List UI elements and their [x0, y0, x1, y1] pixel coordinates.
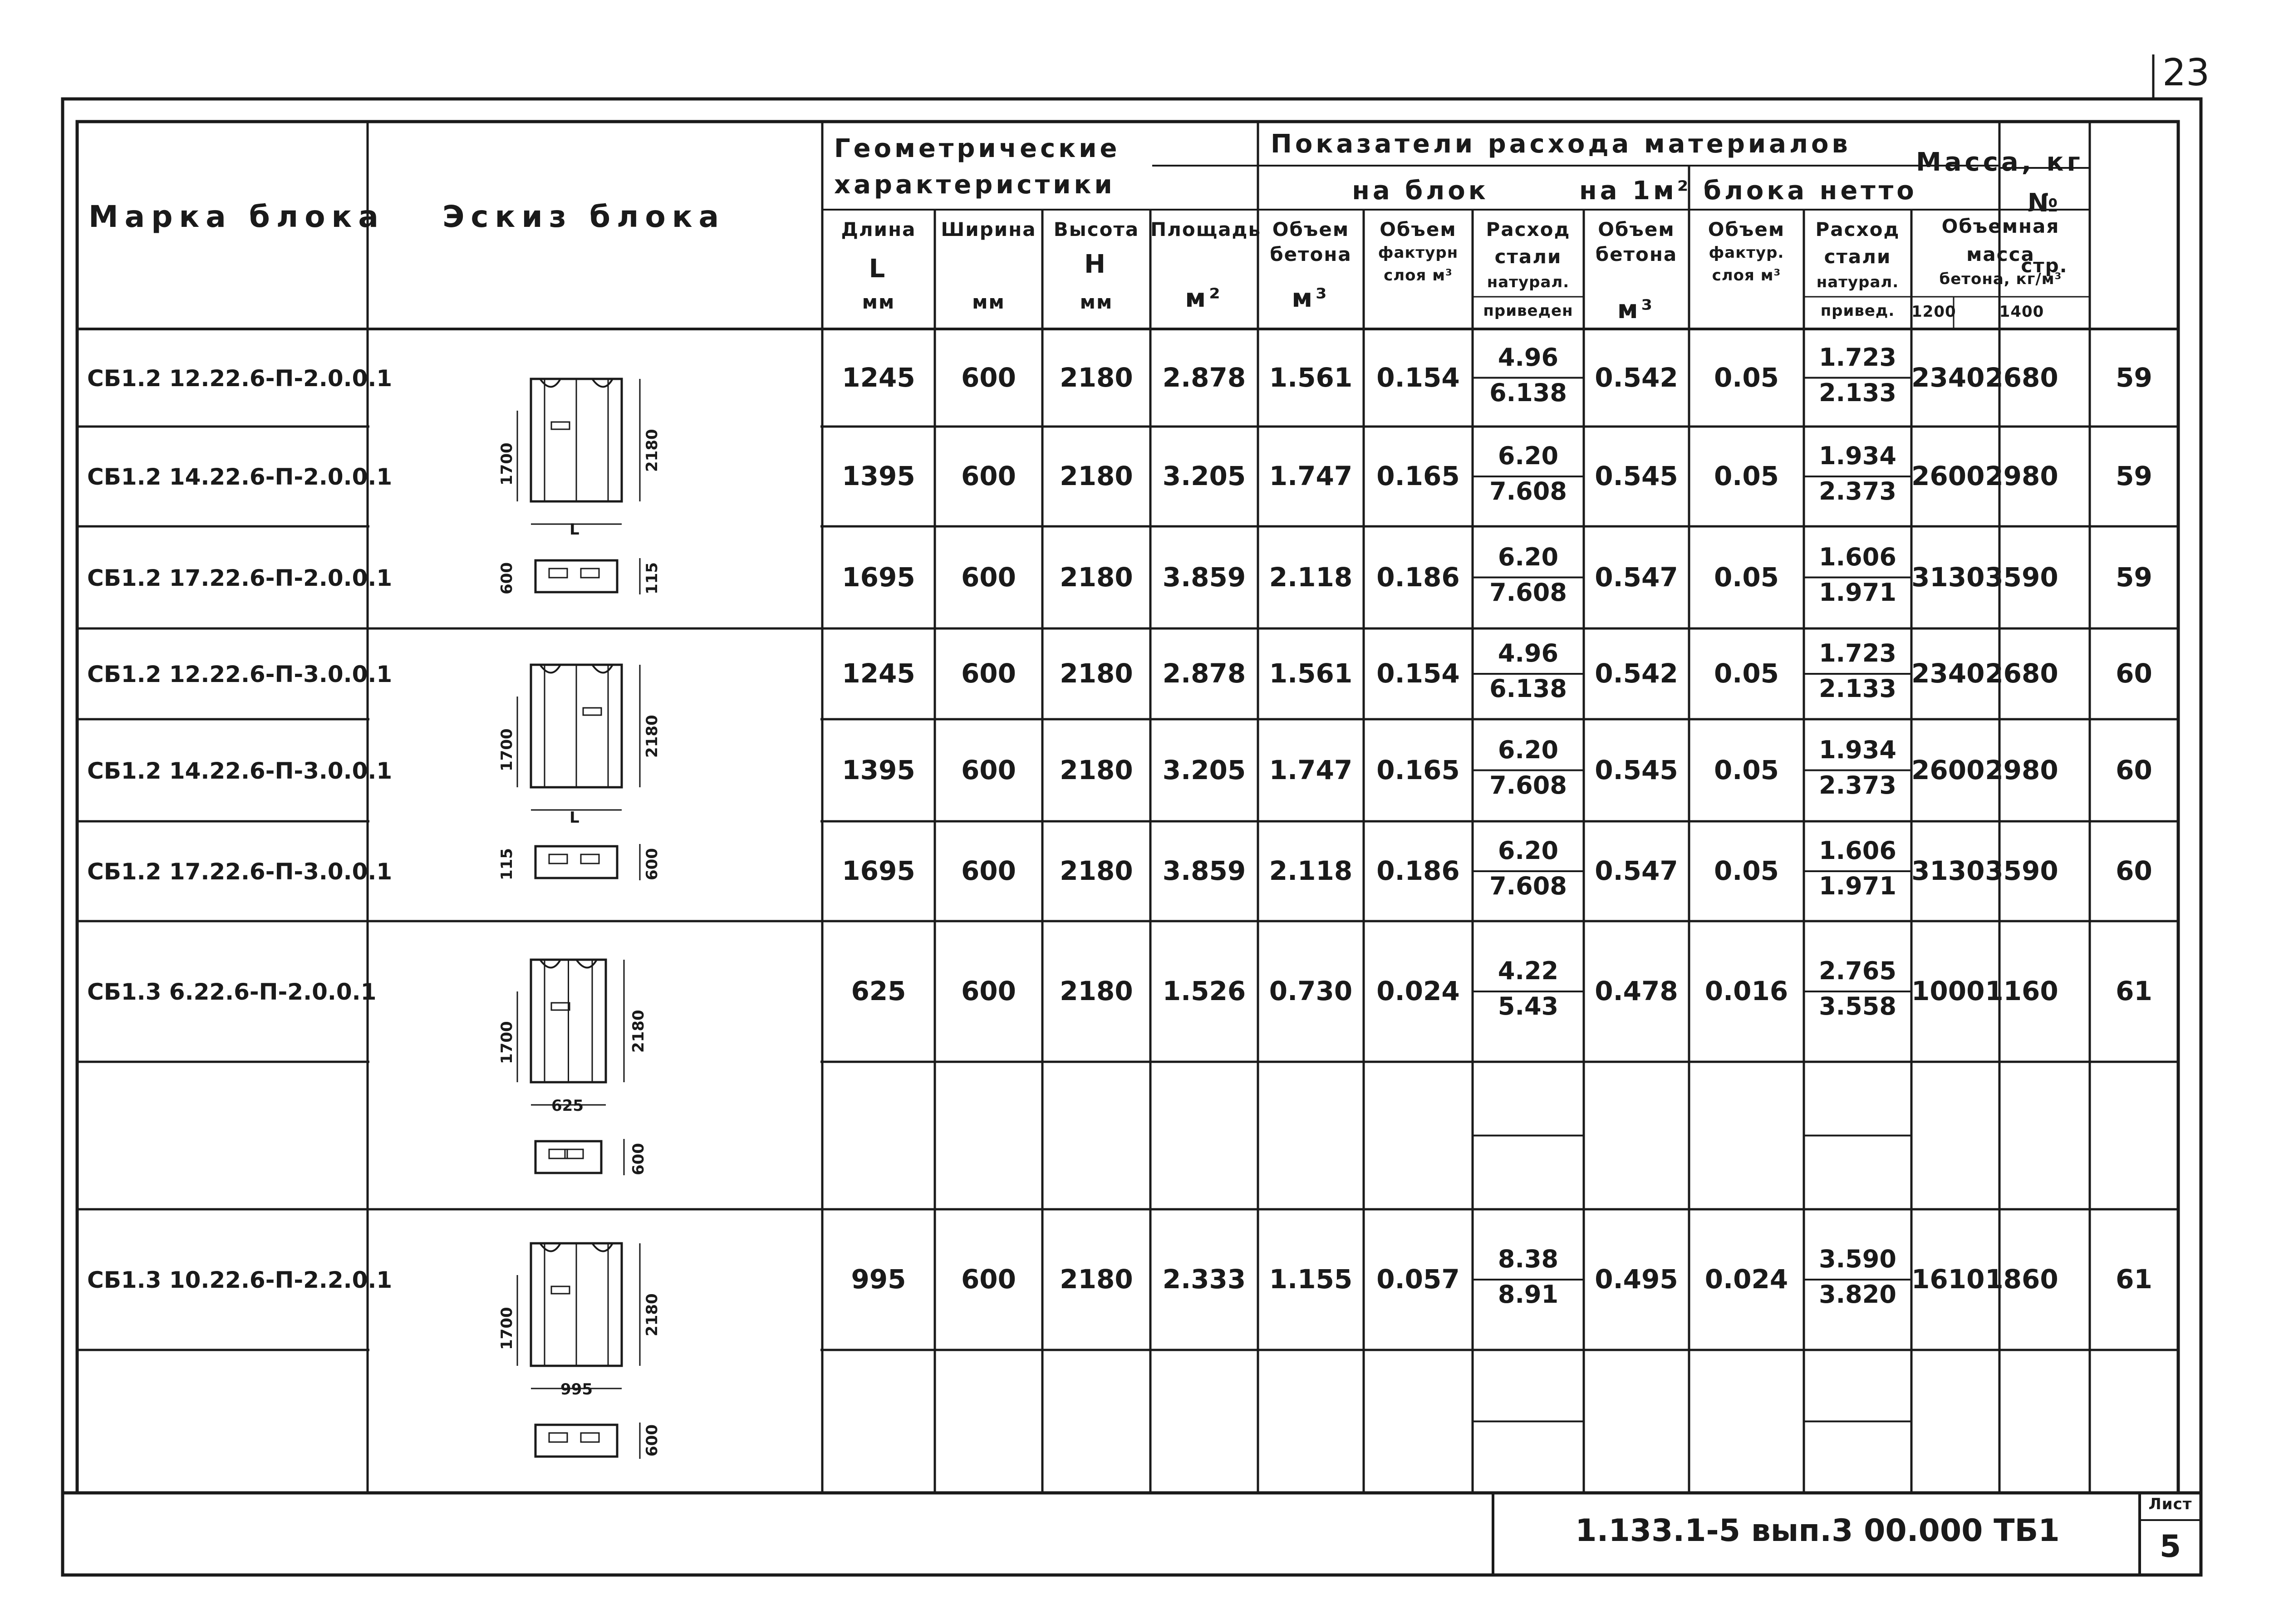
- cell-W: 600: [961, 1264, 1017, 1295]
- header-height: Высота: [1053, 218, 1139, 240]
- block-mark: СБ1.2 12.22.6-П-2.0.0.1: [87, 365, 393, 392]
- cell-H: 2180: [1060, 561, 1133, 593]
- cell-steel-nat: 6.20: [1498, 542, 1559, 571]
- block-plan: [535, 846, 617, 878]
- header-steel2-2: стали: [1824, 245, 1891, 268]
- cell-area: 3.859: [1162, 855, 1246, 886]
- cell-W: 600: [961, 362, 1017, 393]
- cell-vc2: 0.542: [1595, 362, 1678, 393]
- header-mass: Масса, кг: [1916, 147, 2083, 177]
- cell-steel-red: 7.608: [1489, 578, 1567, 607]
- cell-vf2: 0.05: [1714, 362, 1779, 393]
- cell-steel-red: 7.608: [1489, 477, 1567, 505]
- sketch-dim-d995: 995: [560, 1380, 593, 1398]
- cell-steel2-nat: 1.723: [1819, 639, 1896, 667]
- cell-vc: 2.118: [1269, 855, 1353, 886]
- cell-steel-red: 5.43: [1498, 992, 1559, 1021]
- cell-mass-1400: 1860: [1985, 1264, 2058, 1295]
- cell-vf: 0.165: [1376, 461, 1460, 491]
- cell-vc: 1.561: [1269, 362, 1353, 393]
- header-mass-vol-3: бетона, кг/м³: [1939, 270, 2062, 288]
- cell-vf2: 0.05: [1714, 658, 1779, 689]
- cell-mass-1200: 1000: [1911, 976, 1985, 1006]
- cell-steel-red: 6.138: [1489, 378, 1567, 407]
- cell-area: 1.526: [1162, 976, 1246, 1006]
- cell-mass-1400: 2680: [1985, 362, 2058, 393]
- cell-area: 2.333: [1162, 1264, 1246, 1295]
- sketch-dim-h1700: 1700: [498, 728, 516, 771]
- cell-W: 600: [961, 855, 1017, 886]
- cell-vc: 0.730: [1269, 976, 1353, 1006]
- sketch-dim-d115: 115: [498, 848, 516, 880]
- header-steel2-red: привед.: [1820, 302, 1895, 320]
- cell-vf: 0.154: [1376, 362, 1460, 393]
- sketch-dim-d600: 600: [643, 1424, 661, 1457]
- cell-mass-1400: 1160: [1985, 976, 2058, 1006]
- cell-vf2: 0.024: [1704, 1264, 1788, 1295]
- sketch-dim-d600: 600: [629, 1143, 648, 1175]
- cell-L: 1245: [842, 362, 915, 393]
- cell-L: 1695: [842, 561, 915, 593]
- cell-W: 600: [961, 754, 1017, 785]
- cell-steel-nat: 6.20: [1498, 735, 1559, 764]
- cell-steel-red: 7.608: [1489, 872, 1567, 900]
- sketch-dim-h2180: 2180: [643, 715, 661, 758]
- cell-area: 2.878: [1162, 362, 1246, 393]
- header-geom-2: характеристики: [834, 170, 1115, 200]
- plan-slot: [581, 569, 599, 578]
- plan-slot: [581, 1433, 599, 1442]
- sketch-dim-h1700: 1700: [498, 442, 516, 486]
- cell-L: 1395: [842, 754, 915, 785]
- header-per-block: на блок: [1352, 176, 1489, 206]
- cell-steel2-nat: 2.765: [1819, 957, 1896, 985]
- header-vol-concrete2-m3: м³: [1617, 295, 1656, 324]
- cell-steel2-nat: 1.606: [1819, 836, 1896, 865]
- header-vol-concrete-1: Объем: [1272, 218, 1350, 240]
- cell-steel2-red: 2.133: [1819, 674, 1896, 703]
- cell-mass-1200: 1610: [1911, 1264, 1985, 1295]
- cell-area: 3.205: [1162, 754, 1246, 785]
- cell-H: 2180: [1060, 461, 1133, 491]
- cell-vf2: 0.05: [1714, 461, 1779, 491]
- cell-vc2: 0.545: [1595, 461, 1678, 491]
- block-mark: СБ1.2 14.22.6-П-3.0.0.1: [87, 757, 393, 784]
- sketch-dim-h2180: 2180: [643, 1293, 661, 1336]
- cell-steel-nat: 4.22: [1498, 957, 1559, 985]
- cell-vf: 0.024: [1376, 976, 1460, 1006]
- cell-area: 3.205: [1162, 461, 1246, 491]
- cell-steel2-nat: 1.606: [1819, 542, 1896, 571]
- header-steel-nat: натурал.: [1487, 273, 1570, 291]
- cell-mass-1400: 2980: [1985, 754, 2058, 785]
- plan-slot: [549, 569, 567, 578]
- cell-vc2: 0.547: [1595, 855, 1678, 886]
- block-mark: СБ1.2 14.22.6-П-2.0.0.1: [87, 464, 393, 490]
- cell-vc: 1.561: [1269, 658, 1353, 689]
- cell-L: 1395: [842, 461, 915, 491]
- block-mark: СБ1.3 10.22.6-П-2.2.0.1: [87, 1267, 393, 1293]
- header-geom-1: Геометрические: [834, 134, 1120, 163]
- cell-H: 2180: [1060, 362, 1133, 393]
- cell-vf: 0.057: [1376, 1264, 1460, 1295]
- header-area-m2: м²: [1185, 284, 1223, 313]
- cell-steel2-nat: 3.590: [1819, 1245, 1896, 1273]
- header-marka: Марка блока: [88, 199, 385, 234]
- cell-mass-1200: 3130: [1911, 561, 1985, 593]
- sketch-dim-h1700: 1700: [498, 1021, 516, 1064]
- cell-steel2-red: 2.373: [1819, 477, 1896, 505]
- cell-steel2-red: 2.373: [1819, 770, 1896, 800]
- cell-steel2-red: 3.820: [1819, 1280, 1896, 1309]
- cell-vf2: 0.05: [1714, 561, 1779, 593]
- cell-W: 600: [961, 561, 1017, 593]
- header-vol-facing-3: слоя м³: [1384, 266, 1453, 285]
- cell-H: 2180: [1060, 1264, 1133, 1295]
- cell-vf: 0.154: [1376, 658, 1460, 689]
- header-width-mm: мм: [972, 291, 1005, 313]
- cell-vf2: 0.05: [1714, 754, 1779, 785]
- cell-steel-red: 6.138: [1489, 674, 1567, 703]
- cell-mass-1200: 3130: [1911, 855, 1985, 886]
- cell-vc2: 0.547: [1595, 561, 1678, 593]
- cell-H: 2180: [1060, 658, 1133, 689]
- header-page-no: №: [2027, 188, 2062, 218]
- sketch-dim-d600: 600: [643, 848, 661, 880]
- header-length: Длина: [841, 218, 916, 240]
- cell-vf2: 0.016: [1704, 976, 1788, 1006]
- cell-vc2: 0.495: [1595, 1264, 1678, 1295]
- cell-vc2: 0.542: [1595, 658, 1678, 689]
- cell-steel-red: 7.608: [1489, 770, 1567, 800]
- cell-steel2-red: 3.558: [1819, 992, 1896, 1021]
- header-steel-1: Расход: [1486, 218, 1571, 240]
- cell-vc: 1.747: [1269, 461, 1353, 491]
- cell-L: 1245: [842, 658, 915, 689]
- cell-steel-nat: 8.38: [1498, 1245, 1559, 1273]
- cell-area: 2.878: [1162, 658, 1246, 689]
- header-height-sym: Н: [1084, 250, 1109, 279]
- cell-W: 600: [961, 658, 1017, 689]
- header-steel2-1: Расход: [1815, 218, 1900, 240]
- sketch-dim-d625: 625: [551, 1097, 584, 1115]
- header-density-1200: 1200: [1911, 303, 1956, 321]
- cell-steel-red: 8.91: [1498, 1280, 1559, 1309]
- header-length-sym: L: [869, 254, 889, 284]
- embedded-part: [583, 708, 601, 715]
- cell-mass-1400: 2680: [1985, 658, 2058, 689]
- header-mass-vol-2: масса: [1966, 243, 2035, 265]
- cell-vc2: 0.545: [1595, 754, 1678, 785]
- cell-p: 61: [2116, 976, 2152, 1006]
- cell-steel2-red: 1.971: [1819, 578, 1896, 607]
- cell-vf: 0.165: [1376, 754, 1460, 785]
- cell-L: 625: [851, 976, 906, 1006]
- cell-vc2: 0.478: [1595, 976, 1678, 1006]
- header-vol-facing2-1: Объем: [1708, 218, 1785, 240]
- header-mass-vol-1: Объемная: [1941, 215, 2060, 237]
- cell-vc: 1.155: [1269, 1264, 1353, 1295]
- header-eskiz: Эскиз блока: [442, 199, 726, 234]
- cell-steel-nat: 4.96: [1498, 343, 1559, 372]
- cell-steel-nat: 6.20: [1498, 442, 1559, 470]
- cell-vc: 2.118: [1269, 561, 1353, 593]
- header-vol-concrete-m3: м³: [1292, 284, 1330, 313]
- sketch-dim-d600: 600: [498, 562, 516, 594]
- header-per-m2: на 1м² блока нетто: [1579, 176, 1917, 206]
- cell-p: 59: [2116, 362, 2152, 393]
- header-length-mm: мм: [862, 291, 895, 313]
- cell-mass-1200: 2340: [1911, 658, 1985, 689]
- sketch-dim-h1700: 1700: [498, 1307, 516, 1350]
- cell-H: 2180: [1060, 855, 1133, 886]
- block-mark: СБ1.3 6.22.6-П-2.0.0.1: [87, 979, 377, 1005]
- cell-steel2-nat: 1.934: [1819, 442, 1896, 470]
- header-vol-concrete2-2: бетона: [1595, 243, 1678, 265]
- block-mark: СБ1.2 12.22.6-П-3.0.0.1: [87, 661, 393, 687]
- cell-steel-nat: 6.20: [1498, 836, 1559, 865]
- cell-mass-1200: 2600: [1911, 461, 1985, 491]
- cell-area: 3.859: [1162, 561, 1246, 593]
- cell-vf: 0.186: [1376, 855, 1460, 886]
- cell-p: 61: [2116, 1264, 2152, 1295]
- plan-slot: [549, 854, 567, 864]
- sketch-dim-h2180: 2180: [643, 429, 661, 472]
- cell-steel2-red: 1.971: [1819, 872, 1896, 900]
- cell-mass-1400: 3590: [1985, 855, 2058, 886]
- cell-W: 600: [961, 461, 1017, 491]
- header-vol-facing2-3: слоя м³: [1712, 266, 1781, 285]
- header-vol-facing2-2: фактур.: [1709, 244, 1784, 262]
- header-vol-facing-1: Объем: [1380, 218, 1457, 240]
- cell-vf2: 0.05: [1714, 855, 1779, 886]
- cell-steel2-nat: 1.934: [1819, 735, 1896, 764]
- cell-mass-1400: 2980: [1985, 461, 2058, 491]
- cell-p: 60: [2116, 658, 2152, 689]
- header-page-str: стр.: [2021, 255, 2068, 277]
- header-vol-facing-2: фактурн: [1378, 244, 1459, 262]
- header-vol-concrete-2: бетона: [1270, 243, 1352, 265]
- header-steel-red: приведен: [1483, 302, 1573, 320]
- cell-vc: 1.747: [1269, 754, 1353, 785]
- cell-p: 59: [2116, 561, 2152, 593]
- block-plan: [535, 1141, 601, 1173]
- cell-mass-1400: 3590: [1985, 561, 2058, 593]
- sketch-dim-d115: 115: [643, 562, 661, 594]
- embedded-part: [551, 422, 570, 429]
- header-area: Площадь: [1150, 218, 1262, 240]
- cell-L: 995: [851, 1264, 906, 1295]
- block-mark: СБ1.2 17.22.6-П-3.0.0.1: [87, 859, 393, 885]
- cell-W: 600: [961, 976, 1017, 1006]
- sketch-dim-L: L: [570, 520, 580, 539]
- page-corner-number: 23: [2162, 51, 2210, 94]
- header-materials: Показатели расхода материалов: [1271, 129, 1851, 159]
- block-plan: [535, 1425, 617, 1457]
- cell-mass-1200: 2340: [1911, 362, 1985, 393]
- embedded-part: [551, 1003, 570, 1010]
- embedded-part: [551, 1286, 570, 1294]
- cell-steel-nat: 4.96: [1498, 639, 1559, 667]
- cell-vf: 0.186: [1376, 561, 1460, 593]
- plan-slot: [581, 854, 599, 864]
- cell-mass-1200: 2600: [1911, 754, 1985, 785]
- block-mark: СБ1.2 17.22.6-П-2.0.0.1: [87, 564, 393, 591]
- header-density-1400: 1400: [1999, 303, 2044, 321]
- plan-slot: [549, 1433, 567, 1442]
- block-plan: [535, 560, 617, 592]
- sketch-dim-L: L: [570, 809, 580, 827]
- header-steel-2: стали: [1494, 245, 1562, 268]
- header-height-mm: мм: [1080, 291, 1113, 313]
- stamp-sheet-label: Лист: [2148, 1495, 2192, 1513]
- cell-L: 1695: [842, 855, 915, 886]
- cell-p: 60: [2116, 855, 2152, 886]
- cell-steel2-red: 2.133: [1819, 378, 1896, 407]
- stamp-code: 1.133.1-5 вып.3 00.000 ТБ1: [1575, 1513, 2060, 1549]
- cell-p: 59: [2116, 461, 2152, 491]
- stamp-sheet-number: 5: [2159, 1529, 2181, 1565]
- header-vol-concrete2-1: Объем: [1598, 218, 1675, 240]
- cell-p: 60: [2116, 754, 2152, 785]
- header-steel2-nat: натурал.: [1816, 273, 1899, 291]
- header-width: Ширина: [941, 218, 1036, 240]
- cell-H: 2180: [1060, 976, 1133, 1006]
- cell-steel2-nat: 1.723: [1819, 343, 1896, 372]
- sketch-dim-h2180: 2180: [629, 1010, 648, 1053]
- cell-H: 2180: [1060, 754, 1133, 785]
